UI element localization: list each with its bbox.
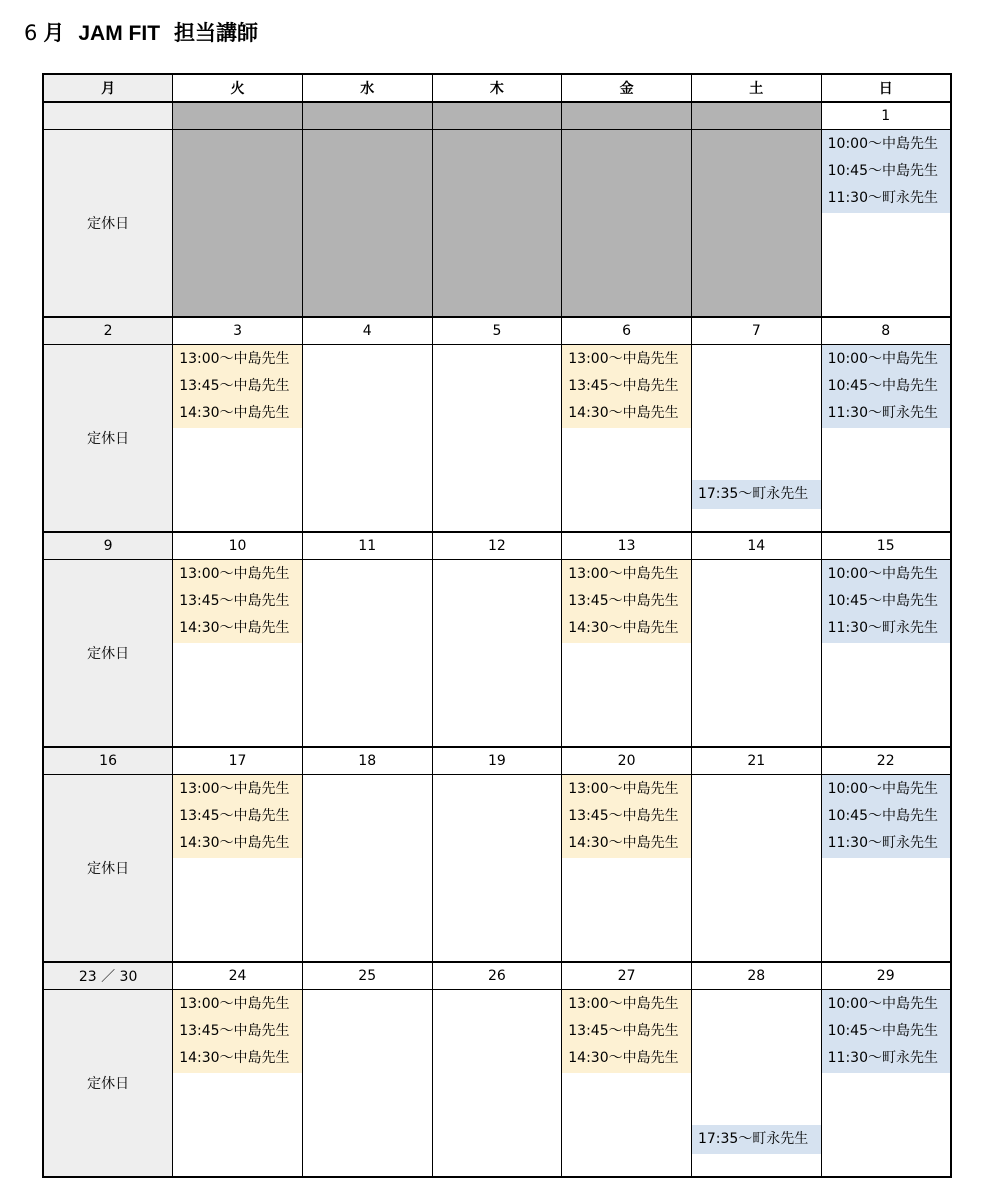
lesson-slot: 10:00〜中島先生	[827, 136, 938, 152]
lesson-slot-list	[822, 345, 950, 531]
lesson-slot-list	[433, 775, 562, 961]
date-number-thu	[432, 102, 562, 130]
lesson-slot-list	[692, 560, 821, 746]
day-cell-wed	[302, 345, 432, 533]
title-brand: JAM FIT	[78, 22, 161, 45]
date-number-sat: 14	[691, 532, 821, 560]
day-cell-sun	[821, 345, 951, 533]
date-number-sat: 28	[691, 962, 821, 990]
week-schedule-row	[43, 775, 951, 963]
date-number-sat	[691, 102, 821, 130]
lesson-slot-list	[433, 990, 562, 1176]
calendar-body	[43, 102, 951, 1177]
date-number-tue: 17	[173, 747, 303, 775]
weekday-header-thu: 木	[432, 74, 562, 102]
day-cell-fri	[562, 345, 692, 533]
week-date-row	[43, 747, 951, 775]
lesson-slot-group	[822, 560, 950, 643]
lesson-slot-list	[303, 775, 432, 961]
day-cell-sun	[821, 775, 951, 963]
lesson-slot: 14:30〜中島先生	[179, 405, 290, 421]
lesson-slot: 13:45〜中島先生	[179, 1023, 290, 1039]
empty-day-cell	[432, 130, 562, 318]
date-number-sun: 8	[821, 317, 951, 345]
day-cell-wed	[302, 560, 432, 748]
lesson-slot-group	[173, 345, 302, 428]
lesson-slot-list	[692, 345, 821, 531]
lesson-slot: 14:30〜中島先生	[568, 405, 679, 421]
title-subtitle: 担当講師	[174, 21, 259, 45]
lesson-slot-list	[562, 560, 691, 746]
lesson-slot: 10:45〜中島先生	[827, 808, 938, 824]
lesson-slot: 13:45〜中島先生	[179, 378, 290, 394]
lesson-slot-list	[562, 345, 691, 531]
date-number-fri: 20	[562, 747, 692, 775]
date-number-fri: 13	[562, 532, 692, 560]
date-number-tue: 10	[173, 532, 303, 560]
week-date-row	[43, 317, 951, 345]
lesson-slot: 14:30〜中島先生	[179, 1050, 290, 1066]
lesson-slot-list	[173, 560, 302, 746]
lesson-slot-group	[562, 990, 691, 1073]
lesson-slot-group	[692, 1125, 821, 1154]
lesson-slot: 13:00〜中島先生	[179, 996, 290, 1012]
date-number-mon: 2	[43, 317, 173, 345]
date-number-thu: 5	[432, 317, 562, 345]
lesson-slot-list	[173, 990, 302, 1176]
lesson-slot: 13:45〜中島先生	[568, 808, 679, 824]
closed-day-cell: 定休日	[43, 990, 173, 1178]
day-cell-sun	[821, 990, 951, 1178]
lesson-slot: 11:30〜町永先生	[827, 620, 938, 636]
lesson-slot: 13:00〜中島先生	[179, 781, 290, 797]
date-number-mon: 9	[43, 532, 173, 560]
lesson-slot-list	[692, 990, 821, 1176]
lesson-slot-list	[303, 990, 432, 1176]
title-month-number: 6	[24, 21, 38, 45]
date-number-fri: 27	[562, 962, 692, 990]
title-month-label: 月	[43, 21, 65, 45]
page-title	[24, 18, 258, 48]
day-cell-thu	[432, 775, 562, 963]
lesson-slot-list	[433, 345, 562, 531]
lesson-slot: 14:30〜中島先生	[179, 835, 290, 851]
day-cell-fri	[562, 990, 692, 1178]
lesson-slot-list	[303, 345, 432, 531]
lesson-slot-group	[562, 775, 691, 858]
date-number-wed: 18	[302, 747, 432, 775]
date-number-mon	[43, 102, 173, 130]
lesson-slot-group	[173, 560, 302, 643]
lesson-slot: 13:00〜中島先生	[568, 566, 679, 582]
date-number-wed: 25	[302, 962, 432, 990]
lesson-slot: 10:45〜中島先生	[827, 593, 938, 609]
date-number-sun: 29	[821, 962, 951, 990]
lesson-slot-list	[822, 775, 950, 961]
day-cell-sat	[691, 775, 821, 963]
lesson-slot-group	[822, 130, 950, 213]
weekday-header-row	[43, 74, 951, 102]
day-cell-tue	[173, 345, 303, 533]
date-number-sun: 15	[821, 532, 951, 560]
date-number-thu: 19	[432, 747, 562, 775]
date-number-sat: 7	[691, 317, 821, 345]
date-number-tue: 24	[173, 962, 303, 990]
day-cell-sat	[691, 345, 821, 533]
schedule-calendar	[42, 73, 952, 1178]
weekday-header-tue: 火	[173, 74, 303, 102]
lesson-slot-list	[173, 345, 302, 531]
lesson-slot-list	[433, 560, 562, 746]
day-cell-tue	[173, 560, 303, 748]
date-number-wed: 4	[302, 317, 432, 345]
weekday-header-sun: 日	[821, 74, 951, 102]
lesson-slot: 13:00〜中島先生	[568, 781, 679, 797]
lesson-slot: 13:45〜中島先生	[179, 808, 290, 824]
date-number-thu: 12	[432, 532, 562, 560]
weekday-header-fri: 金	[562, 74, 692, 102]
lesson-slot: 11:30〜町永先生	[827, 1050, 938, 1066]
weekday-header-wed: 水	[302, 74, 432, 102]
date-number-wed: 11	[302, 532, 432, 560]
lesson-slot-list	[822, 130, 950, 316]
day-cell-thu	[432, 560, 562, 748]
lesson-slot: 10:00〜中島先生	[827, 781, 938, 797]
lesson-slot-group	[822, 990, 950, 1073]
lesson-slot-list	[562, 775, 691, 961]
date-number-mon: 23 ／ 30	[43, 962, 173, 990]
day-cell-wed	[302, 775, 432, 963]
lesson-slot-list	[562, 990, 691, 1176]
lesson-slot: 13:45〜中島先生	[568, 1023, 679, 1039]
date-number-thu: 26	[432, 962, 562, 990]
date-number-fri	[562, 102, 692, 130]
lesson-slot-group	[173, 775, 302, 858]
day-cell-fri	[562, 560, 692, 748]
date-number-tue: 3	[173, 317, 303, 345]
lesson-slot: 11:30〜町永先生	[827, 190, 938, 206]
lesson-slot: 17:35〜町永先生	[697, 486, 809, 502]
lesson-slot: 10:45〜中島先生	[827, 163, 938, 179]
weekday-header-mon: 月	[43, 74, 173, 102]
closed-day-cell: 定休日	[43, 345, 173, 533]
day-cell-thu	[432, 990, 562, 1178]
week-date-row	[43, 962, 951, 990]
empty-day-cell	[302, 130, 432, 318]
lesson-slot: 13:00〜中島先生	[568, 351, 679, 367]
lesson-slot-group	[562, 345, 691, 428]
week-schedule-row	[43, 130, 951, 318]
week-date-row	[43, 532, 951, 560]
lesson-slot-list	[692, 775, 821, 961]
lesson-slot: 13:00〜中島先生	[568, 996, 679, 1012]
empty-day-cell	[562, 130, 692, 318]
day-cell-fri	[562, 775, 692, 963]
closed-day-cell: 定休日	[43, 560, 173, 748]
empty-day-cell	[691, 130, 821, 318]
lesson-slot: 17:35〜町永先生	[697, 1131, 809, 1147]
lesson-slot-group	[692, 480, 821, 509]
lesson-slot: 14:30〜中島先生	[568, 835, 679, 851]
lesson-slot-list	[822, 560, 950, 746]
lesson-slot: 13:00〜中島先生	[179, 566, 290, 582]
week-schedule-row	[43, 560, 951, 748]
week-schedule-row	[43, 345, 951, 533]
day-cell-sat	[691, 560, 821, 748]
lesson-slot-list	[303, 560, 432, 746]
date-number-fri: 6	[562, 317, 692, 345]
lesson-slot: 13:00〜中島先生	[179, 351, 290, 367]
lesson-slot: 10:00〜中島先生	[827, 351, 938, 367]
date-number-sun: 22	[821, 747, 951, 775]
date-number-sat: 21	[691, 747, 821, 775]
lesson-slot: 14:30〜中島先生	[179, 620, 290, 636]
lesson-slot-group	[822, 775, 950, 858]
date-number-sun: 1	[821, 102, 951, 130]
closed-day-cell: 定休日	[43, 775, 173, 963]
lesson-slot-list	[173, 775, 302, 961]
week-date-row	[43, 102, 951, 130]
lesson-slot: 13:45〜中島先生	[179, 593, 290, 609]
day-cell-wed	[302, 990, 432, 1178]
day-cell-sun	[821, 130, 951, 318]
date-number-tue	[173, 102, 303, 130]
date-number-mon: 16	[43, 747, 173, 775]
lesson-slot-group	[822, 345, 950, 428]
lesson-slot-group	[562, 560, 691, 643]
lesson-slot: 13:45〜中島先生	[568, 593, 679, 609]
lesson-slot-list	[822, 990, 950, 1176]
lesson-slot-group	[173, 990, 302, 1073]
weekday-header-sat: 土	[691, 74, 821, 102]
lesson-slot: 11:30〜町永先生	[827, 835, 938, 851]
lesson-slot: 11:30〜町永先生	[827, 405, 938, 421]
week-schedule-row	[43, 990, 951, 1178]
lesson-slot: 10:00〜中島先生	[827, 996, 938, 1012]
date-number-wed	[302, 102, 432, 130]
day-cell-sat	[691, 990, 821, 1178]
lesson-slot: 13:45〜中島先生	[568, 378, 679, 394]
lesson-slot: 14:30〜中島先生	[568, 620, 679, 636]
day-cell-tue	[173, 990, 303, 1178]
lesson-slot: 10:45〜中島先生	[827, 1023, 938, 1039]
day-cell-sun	[821, 560, 951, 748]
closed-day-cell: 定休日	[43, 130, 173, 318]
day-cell-tue	[173, 775, 303, 963]
lesson-slot: 10:45〜中島先生	[827, 378, 938, 394]
lesson-slot: 14:30〜中島先生	[568, 1050, 679, 1066]
empty-day-cell	[173, 130, 303, 318]
lesson-slot: 10:00〜中島先生	[827, 566, 938, 582]
day-cell-thu	[432, 345, 562, 533]
